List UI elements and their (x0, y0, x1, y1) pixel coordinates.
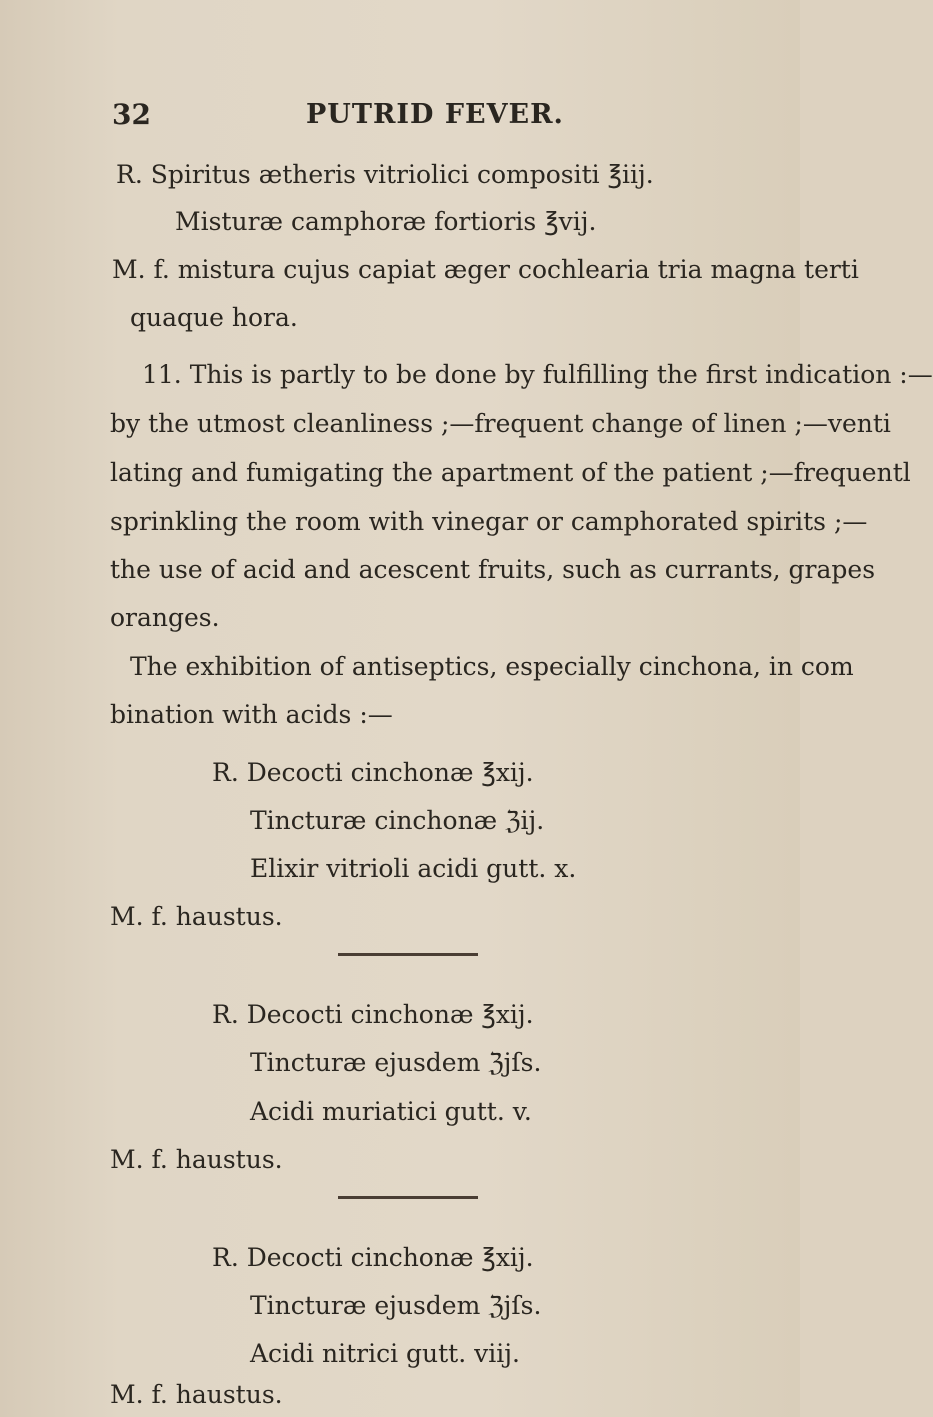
paragraph-line: sprinkling the room with vinegar or camphorated spirits ;— (110, 507, 868, 536)
prescription-line: Misturæ camphoræ fortioris ℥vij. (175, 207, 597, 236)
recipe-line: R. Decocti cinchonæ ℥xij. (212, 1000, 534, 1029)
recipe-line: Tincturæ ejusdem ℨjſs. (250, 1048, 542, 1077)
paragraph-line: by the utmost cleanliness ;—frequent change of linen ;—venti (110, 409, 891, 438)
paragraph-line: 11. This is partly to be done by fulfilling the first indication :— (142, 360, 933, 389)
paragraph-line: the use of acid and acescent fruits, such as currants, grapes (110, 555, 876, 584)
recipe-line: Tincturæ ejusdem ℨjſs. (250, 1291, 542, 1320)
recipe-line: Elixir vitrioli acidi gutt. x. (250, 854, 577, 883)
recipe-line: M. f. haustus. (110, 1145, 283, 1174)
recipe-line: Acidi nitrici gutt. viij. (250, 1339, 520, 1368)
prescription-line: M. f. mistura cujus capiat æger cochlearia tria magna terti (112, 255, 859, 284)
running-title: PUTRID FEVER. (306, 99, 564, 130)
section-divider (338, 953, 478, 956)
recipe-line: M. f. haustus. (110, 1380, 283, 1409)
recipe-line: Acidi muriatici gutt. v. (250, 1097, 532, 1126)
recipe-line: Tincturæ cinchonæ ℨij. (250, 806, 545, 835)
recipe-line: R. Decocti cinchonæ ℥xij. (212, 758, 534, 787)
recipe-line: M. f. haustus. (110, 902, 283, 931)
paragraph-line: lating and fumigating the apartment of the patient ;—frequentl (110, 458, 911, 487)
paragraph-line: oranges. (110, 603, 220, 632)
paragraph-line: The exhibition of antiseptics, especially cinchona, in com (130, 652, 854, 681)
recipe-line: R. Decocti cinchonæ ℥xij. (212, 1243, 534, 1272)
page-number: 32 (112, 98, 151, 131)
prescription-line: quaque hora. (130, 303, 298, 332)
paragraph-line: bination with acids :— (110, 700, 393, 729)
prescription-line: R. Spiritus ætheris vitriolici compositi ℥iij. (116, 160, 654, 189)
section-divider (338, 1196, 478, 1199)
